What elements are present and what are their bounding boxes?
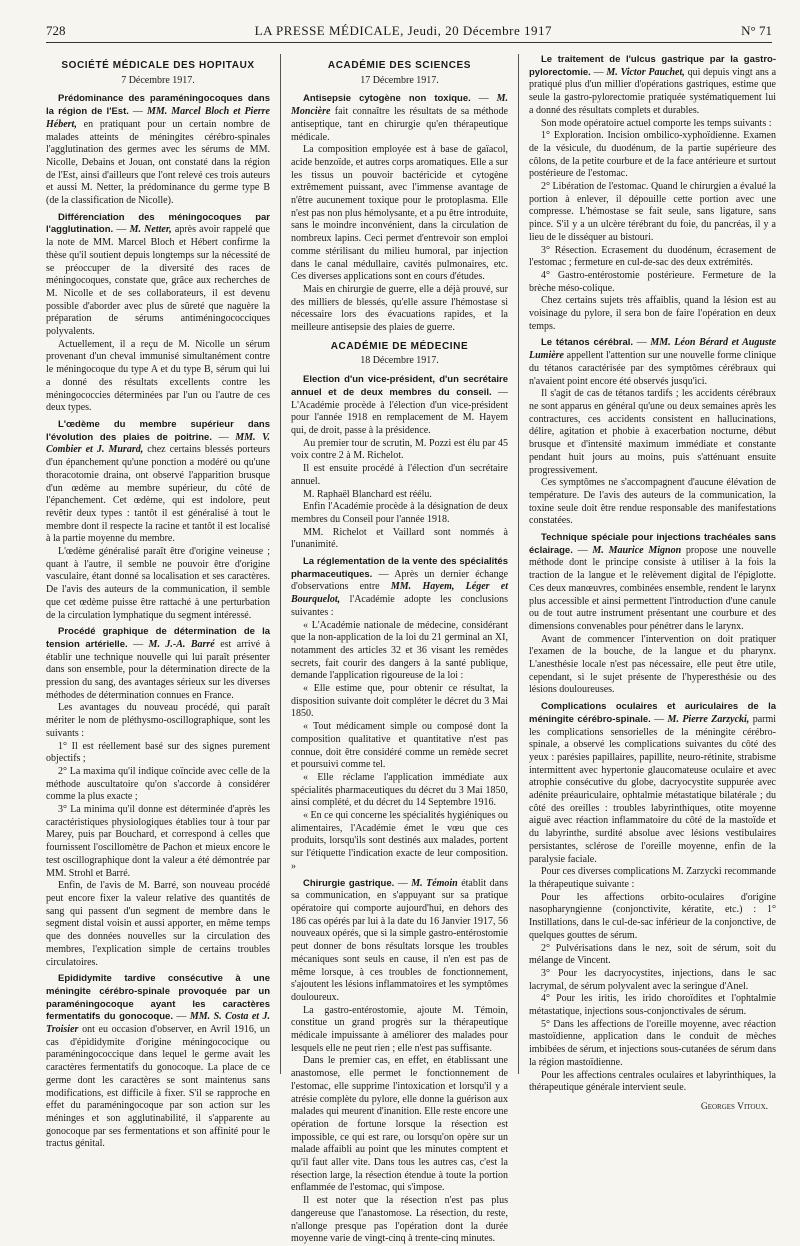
article-text: Pour ces diverses complications M. Zarzycki recommande la thérapeutique suivante :: [529, 866, 776, 890]
article-authors: M. Netter,: [129, 224, 172, 236]
article-title: Election d'un vice-président, d'un secrétaire annuel et de deux membres du conseil.: [291, 374, 508, 398]
article-text: propose une nouvelle méthode dont le principe consiste à utiliser à la fois la traction de la langue et le relèvement digital de l'épiglotte. Ces deux manœuvres, combinées ensemble, rendent le larynx plus accessible et ainsi permettent l'introduction d'une canule ou de tout autre instrument présentant une courbure et des dimensions convenables pour pénétrer dans le larynx.: [529, 544, 777, 632]
article-text: Au premier tour de scrutin, M. Pozzi est élu par 45 voix contre 2 à M. Richelot.: [291, 437, 508, 462]
article-text: Il s'agit de cas de tétanos tardifs ; les accidents cérébraux ne sont apparus en général qu'une ou deux semaines après les contractures, ces accidents consistent en hallucinations, délire, agitation et phobie à exacerbation nocturne, début brusque et d'intensité maximum immédiate et constante pendant huit jours au moins, puis s'atténuant ensuite progressivement.: [529, 388, 776, 476]
article-text: parmi les complications sensorielles de la méningite cérébro-spinale, a observé les complications suivantes du côté des yeux : parésies papillaires, papillite, neuro-rétinite, strabisme intermittent avec hypertonie glaucomateuse oculaire et avec atrophie consécutive du globe, dacryocystite suppurée avec adénite préauriculaire, ophtalmie métastatique bilatérale ; du côté des oreilles : troubles labyrinthiques, otite moyenne aiguë avec réaction inflammatoire du côté de la mastoïde et du labyrinthe, surdité absolue avec lésions vestibulaires persistantes, sclérose de l'oreille moyenne, enfin de la paralysie faciale.: [529, 713, 777, 865]
article: Le traitement de l'ulcus gastrique par la gastro-pylorectomie. — M. Victor Pauchet, qui depuis vingt ans a pratiqué plus d'un millier d'opérations gastriques, estime que seule la gastro-pylorectomie pratiquée systématiquement lui a donné des résultats complets et durables. Son mode opératoire actuel comporte les temps suivants : 1° Exploration. Incision ombilico-xyphoïdienne. Examen de la vésicule, du duodénum, de la partie supérieure des côlons, de la petite courbure et de la face antérieure et surtout postérieure de l'estomac. 2° Libération de l'estomac. Quand le chirurgien a évalué la portion à enlever, il dépouille cette portion avec une compresse. L'hémostase se fait seule, sans ligature, sans pince. S'il y a un ulcère térébrant du foie, du pancréas, il y a lieu de le disséquer au bistouri. 3° Résection. Ecrasement du duodénum, écrasement de l'estomac ; fermeture en cul-de-sac des deux extrémités. 4° Gastro-entérostomie postérieure. Fermeture de la brèche méso-colique. Chez certains sujets très affaiblis, quand la lésion est au voisinage du pylore, il sera bon de faire l'opération en deux temps.: [529, 54, 777, 332]
article-text: établit dans sa communication, en s'appuyant sur sa pratique opératoire qui comporte aujourd'hui, en dehors des 186 cas opérés par lui à la date du 16 Janvier 1917, 56 nouveaux opérés, que si la simple gastro-entérostomie peut donner de bons résultats lorsque les troubles mécaniques sont seuls en cause, il n'en est pas de même lorsque, à ces troubles de fonctionnement, s'ajoutent les lésions inflammatoires et les symptômes douloureux.: [291, 877, 509, 1003]
article-title: Le traitement de l'ulcus gastrique par la gastro-pylorectomie.: [529, 54, 776, 78]
section-date: 18 Décembre 1917.: [360, 355, 439, 367]
article-authors: M. J.-A. Barré: [148, 638, 215, 650]
article: Complications oculaires et auriculaires de la méningite cérébro-spinale. — M. Pierre Zarzycki, parmi les complications sensorielles de la méningite cérébro-spinale, a observé les complications suivantes du côté des yeux : parésies papillaires, papillite, neuro-rétinite, strabisme intermittent avec hypertonie glaucomateuse oculaire et avec atrophie consécutive du globe, dacryocystite suppurée avec adénite préauriculaire, ophtalmie métastatique bilatérale ; du côté des oreilles : troubles labyrinthiques, otite moyenne aiguë avec réaction inflammatoire du côté de la mastoïde et du labyrinthe, surdité absolue avec lésions vestibulaires persistantes, sclérose de l'oreille moyenne, enfin de la paralysie faciale. Pour ces diverses complications M. Zarzycki recommande la thérapeutique suivante : Pour les affections orbito-oculaires d'origine nasopharyngienne (conjonctivite, kératite, etc.) : 1° Instillations, dans le cul-de-sac inférieur de la conjonctive, de quelques gouttes de sérum. 2° Pulvérisations dans le nez, soit de sérum, soit du mélange de Vincent. 3° Pour les dacryocystites, injections, dans le sac lacrymal, de sérum polyvalent avec la seringue d'Anel. 4° Pour les iritis, les irido choroïdites et l'ophtalmie métastatique, injections sous-conjonctivales de sérum. 5° Dans les affections de l'oreille moyenne, avec réaction mastoïdienne, application dans le conduit de mèches imbibées de sérum, et injections sous-cutanées de sérum dans la région mastoïdienne. Pour les affections centrales oculaires et labyrinthiques, la thérapeutique générale intervient seule. Georges Vitoux.: [529, 701, 777, 1112]
article-text: Mais en chirurgie de guerre, elle a déjà prouvé, sur des milliers de blessés, qu'elle assure l'hémostase si nécessaire lors des évacuations rapides, et la meilleure antisepsie des plaies de guerre.: [291, 283, 508, 334]
running-header: [46, 20, 772, 43]
article-text: Il est noter que la résection n'est pas plus dangereuse que l'anastomose. La résection, du reste, n'allonge presque pas l'opération dont la durée moyenne varie de vingt-cinq à trente-cinq minutes.: [291, 1195, 508, 1245]
article-text: chez certains blessés porteurs d'un épanchement qu'une ponction a modéré ou qu'une thoracotomie draina, ont observé l'apparition brusque d'un œdème au membre supérieur, du côté de l'épanchement. Cet œdème, qui est indolore, peut revêtir deux types : tantôt il est généralisé à tout le membre dont il respecte la racine et tantôt il est localisé à la partie moyenne du membre.: [46, 444, 271, 545]
article-text: Dans le premier cas, en effet, en établissant une anastomose, elle permet le fonctionnement de l'estomac, elle supprime l'intoxication et lorsqu'il y a atrésie complète du pylore, elle donne la guérison aux malades qui meurent d'inanition. Elle reste encore une opération de fortune lorsque la résection est impossible, ce qui est rare, ou lorsqu'on opère sur un malade affaibli au point que les minutes comptent et qu'il faut aller vite. Dans tous les autres cas, c'est la résection large, la résection étendue à toute la portion enflammée de l'estomac, qui s'impose.: [291, 1055, 508, 1194]
quote: « Tout médicament simple ou composé dont la composition qualitative et quantitative n'est pas connue, doit être considéré comme un remède secret et poursuivi comme tel.: [291, 721, 508, 771]
issue-number: N° 71: [741, 23, 772, 38]
article-authors: MM. S. Costa et J. Troisier: [46, 1011, 270, 1036]
article-text: est arrivé à établir une technique nouvelle qui lui paraît présenter dans son ensemble, pour la détermination directe de la pression du sang, des avantages sérieux sur les diverses méthodes de détermination connues en France.: [46, 638, 270, 701]
article-text: Il est ensuite procédé à l'élection d'un secrétaire annuel.: [291, 463, 508, 487]
article-text: l'Académie adopte les conclusions suivantes :: [291, 594, 509, 618]
article: Epididymite tardive consécutive à une méningite cérébro-spinale provoquée par un paraméningocoque ayant les caractères fermentatifs du gonocoque. — MM. S. Costa et J. Troisier ont eu occasion d'observer, en Avril 1916, un cas d'épididymite d'origine méningococique ou paraméningococcique dans lequel le germe avait les caractères fermentatifs du gonocoque. La place de ce germe dont les caractères se sont maintenus sans modifications, est difficile à fixer. S'il se rapproche en effet du paraméningocoque par son action sur les méninges et son agglutinabilité, il s'apparente au gonocoque par ses fermentations et son affinité pour le tractus génital.: [46, 973, 270, 1150]
column-2: [280, 54, 518, 1245]
article-text: Actuellement, il a reçu de M. Nicolle un sérum provenant d'un cheval immunisé simultanément contre le méningocoque du type A et du type B, sérum qui lui a donné des résultats excellents contre les méningococcies déterminées par l'un ou l'autre de ces deux types.: [46, 338, 270, 414]
article-text: qui depuis vingt ans a pratiqué plus d'un millier d'opérations gastriques, estime que seule la gastro-pylorectomie pratiquée systématiquement lui a donné des résultats complets et durables.: [529, 66, 777, 116]
journal-title: [255, 23, 552, 39]
article-authors: M. Pierre Zarzycki,: [667, 713, 750, 725]
article-text: après avoir rappelé que la note de MM. Marcel Bloch et Hébert confirme la thèse qu'il soutient depuis longtemps sur la nécessité de se préoccuper de la diversité des races de méningocoques, constate que, grâce aux recherches de M. Nicolle et de ses collaborateurs, il est devenu possible d'aborder avec plus de sûreté que naguère la préparation de sérums antiméningococciques polyvalents.: [46, 224, 270, 338]
article-title: Epididymite tardive consécutive à une méningite cérébro-spinale provoquée par un paraméningocoque ayant les caractères fermentatifs du gonocoque.: [46, 973, 270, 1023]
quote: « L'Académie nationale de médecine, considérant que la non-application de la loi du 21 germinal an XI, notamment des articles 32 et 36 visant les remèdes secrets, fait courir des dangers à la santé publique, demande l'application rigoureuse de la loi :: [291, 619, 508, 682]
article-authors: M. Moncière: [291, 93, 509, 118]
signature: Georges Vitoux.: [700, 1101, 768, 1112]
article-title: Le tétanos cérébral.: [541, 337, 634, 349]
article-text: M. Raphaël Blanchard est réélu.: [303, 488, 432, 500]
article-authors: MM. Léon Bérard et Auguste Lumière: [529, 337, 777, 362]
article: Prédominance des paraméningocoques dans la région de l'Est. — MM. Marcel Bloch et Pierre Hébert, en pratiquant pour un certain nombre de malades atteints de méningites cérébro-spinales l'agglutination des germes avec les sérums de MM. Nicolle, Debains et Jouan, ont constaté dans la région de l'Est, ainsi d'ailleurs que l'ont relevé ces trois auteurs et aussi M. Netter, la prédominance du germe type B (de la classification de Nicolle).: [46, 93, 271, 207]
list-item: 2° Libération de l'estomac. Quand le chirurgien a évalué la portion à enlever, il dépouille cette portion avec une compresse. L'hémostase se fait seule, sans ligature, sans pince. S'il y a un ulcère térébrant du foie, du pancréas, il y a lieu de le disséquer au bistouri.: [529, 181, 776, 243]
article-text: La gastro-entérostomie, ajoute M. Témoin, constitue un grand progrès sur la thérapeutique médicale impuissante à améliorer des malades pour lesquels elle ne peut rien ; elle n'est pas suffisante.: [291, 1004, 508, 1054]
article: Différenciation des méningocoques par l'agglutination. — M. Netter, après avoir rappelé que la note de MM. Marcel Bloch et Hébert confirme la thèse qu'il soutient depuis longtemps sur la nécessité de se préoccuper de la diversité des races de méningocoques, constate que, grâce aux recherches de M. Nicolle et de ses collaborateurs, il est devenu possible d'aborder avec plus de sûreté que naguère la préparation de sérums antiméningococciques polyvalents. Actuellement, il a reçu de M. Nicolle un sérum provenant d'un cheval immunisé simultanément contre le méningocoque du type A et du type B, sérum qui lui a donné des résultats excellents contre les méningococcies déterminées par l'un ou l'autre de ces deux types.: [46, 211, 270, 414]
list-item: 3° Pour les dacryocystites, injections, dans le sac lacrymal, de sérum polyvalent avec la seringue d'Anel.: [529, 967, 776, 992]
section-date: 17 Décembre 1917.: [360, 74, 439, 86]
section-title: ACADÉMIE DE MÉDECINE: [330, 340, 469, 352]
article-text: en pratiquant pour un certain nombre de malades atteints de méningites cérébro-spinales l'agglutination des germes avec les sérums de MM. Nicolle, Debains et Jouan, ont constaté dans la région de l'Est, ainsi d'ailleurs que l'ont relevé ces trois auteurs et aussi M. Netter, la prédominance du germe type B (de la classification de Nicolle).: [46, 118, 271, 207]
article-text: La composition employée est à base de gaïacol, acide benzoïde, et autres corps aromatiques. Elle a sur les tissus un pouvoir bactéricide et cytogène extrêmement puissant, avec l'immense avantage de n'être aucunement toxique pour le protoplasma. Elle n'est pas non plus hémolysante, et a pu être introduite, sans le moindre inconvénient, dans la circulation de nombreux lapins. Ceci permet d'entrevoir son emploi comme stérilisant du milieu humoral, par injection dans le canal médullaire, cavités pulmonaires, etc. Ces diverses applications sont en cours d'études.: [291, 144, 508, 283]
article-text: Avant de commencer l'intervention on doit pratiquer l'examen de la bouche, de la langue et du pharynx. L'anesthésie locale n'est pas nécessaire, elle peut être utile, cependant, si le sujet présente de l'hyperesthésie ou des lésions douloureuses.: [529, 633, 776, 696]
article-title: Technique spéciale pour injections trachéales sans éclairage.: [529, 532, 776, 556]
list-item: Pour les affections orbito-oculaires d'origine nasopharyngienne (conjonctivite, kératite, etc.) : 1° Instillations, dans le cul-de-sac inférieur de la conjonctive, de quelques gouttes de sérum.: [529, 891, 776, 941]
article-title: Antisepsie cytogène non toxique.: [303, 93, 471, 105]
article-title: Complications oculaires et auriculaires de la méningite cérébro-spinale.: [529, 701, 776, 725]
article-text: Enfin l'Académie procède à la désignation de deux membres du Conseil pour l'année 1918.: [291, 501, 508, 525]
issue-date: Jeudi, 20 Décembre 1917: [407, 23, 553, 38]
list-item: 1° Il est réellement basé sur des signes purement objectifs ;: [46, 740, 270, 765]
list-item: 3° Résection. Ecrasement du duodénum, écrasement de l'estomac ; fermeture en cul-de-sac des deux extrémités.: [529, 244, 776, 269]
article-title: Prédominance des paraméningocoques dans la région de l'Est.: [46, 93, 270, 118]
list-item: 4° Pour les iritis, les irido choroïdites et l'ophtalmie métastatique, injections sous-conjonctivales de sérum.: [529, 993, 776, 1018]
article-title: L'œdème du membre supérieur dans l'évolution des plaies de poitrine.: [46, 418, 270, 443]
article-text: appellent l'attention sur une nouvelle forme clinique du tétanos caractérisée par des symptômes cérébraux qui n'avaient point encore été observés jusqu'ici.: [529, 350, 776, 387]
article-title: Chirurgie gastrique.: [303, 877, 395, 889]
article-text: Son mode opératoire actuel comporte les temps suivants :: [541, 117, 772, 129]
journal-name: LA PRESSE MÉDICALE,: [254, 23, 404, 38]
quote: « Elle réclame l'application immédiate aux spécialités pharmaceutiques du décret du 3 Mai 1850, ainsi complété, et du décret du 14 Septembre 1916.: [291, 771, 508, 809]
article: Antisepsie cytogène non toxique. — M. Moncière fait connaître les résultats de sa méthode antiseptique, tant en chirurgie qu'en thérapeutique médicale. La composition employée est à base de gaïacol, acide benzoïde, et autres corps aromatiques. Elle a sur les tissus un pouvoir bactéricide et cytogène extrêmement puissant, avec l'immense avantage de n'être aucunement toxique pour le protoplasma. Elle n'est pas non plus hémolysante, et a pu être introduite, sans le moindre inconvénient, dans la circulation de nombreux lapins. Ceci permet d'entrevoir son emploi comme stérilisant du milieu humoral, par injection dans le canal médullaire, cavités pulmonaires, etc. Ces diverses applications sont en cours d'études. Mais en chirurgie de guerre, elle a déjà prouvé, sur des milliers de blessés, qu'elle assure l'hémostase si nécessaire lors des évacuations rapides, et la meilleure antisepsie des plaies de guerre.: [291, 93, 509, 334]
column-3: [518, 54, 777, 1112]
article: Election d'un vice-président, d'un secrétaire annuel et de deux membres du conseil. — L'Académie procède à l'élection d'un vice-président pour l'année 1918 en remplacement de M. Hayem qui, de droit, passe à la présidence. Au premier tour de scrutin, M. Pozzi est élu par 45 voix contre 2 à M. Richelot. Il est ensuite procédé à l'élection d'un secrétaire annuel. M. Raphaël Blanchard est réélu. Enfin l'Académie procède à la désignation de deux membres du Conseil pour l'année 1918. MM. Richelot et Vaillard sont nommés à l'unanimité.: [291, 374, 508, 551]
article-authors: M. Maurice Mignon: [592, 544, 682, 556]
article-lead: Après un dernier échange d'observations entre: [291, 568, 509, 593]
article-text: Chez certains sujets très affaiblis, quand la lésion est au voisinage du pylore, il sera bon de faire l'opération en deux temps.: [529, 295, 776, 332]
page-number: 728: [46, 23, 66, 38]
article-text: Les avantages du nouveau procédé, qui paraît mériter le nom de pléthysmo-oscillographique, sont les suivants :: [46, 702, 270, 739]
section-title: ACADÉMIE DES SCIENCES: [327, 60, 472, 71]
quote: « En ce qui concerne les spécialités hygiéniques ou alimentaires, l'Académie émet le vœu que ces produits, lorsqu'ils sont destinés aux malades, portent sur l'étiquette l'indication exacte de leur composition. »: [291, 810, 508, 872]
article-authors: MM. V. Combier et J. Murard,: [46, 431, 270, 456]
article-authors: MM. Hayem, Léger et Bourquelot,: [291, 581, 509, 606]
list-item: 2° Pulvérisations dans le nez, soit de sérum, soit du mélange de Vincent.: [529, 942, 776, 967]
article-text: L'Académie procède à l'élection d'un vice-président pour l'année 1918 en remplacement de M. Hayem qui, de droit, passe à la présidence.: [291, 399, 508, 436]
article: Technique spéciale pour injections trachéales sans éclairage. — M. Maurice Mignon propose une nouvelle méthode dont le principe consiste à utiliser à la fois la traction de la langue et le relèvement digital de l'épiglotte. Ces deux manœuvres, combinées ensemble, rendent le larynx plus accessible et ainsi permettent l'introduction d'une canule ou de tout autre instrument présentant une courbure et des dimensions convenables pour pénétrer dans le larynx. Avant de commencer l'intervention on doit pratiquer l'examen de la bouche, de la langue et du pharynx. L'anesthésie locale n'est pas nécessaire, elle peut être utile, cependant, si le sujet présente de l'hyperesthésie ou des lésions douloureuses.: [529, 532, 777, 696]
article-text: MM. Richelot et Vaillard sont nommés à l'unanimité.: [291, 526, 508, 551]
article-text: ont eu occasion d'observer, en Avril 1916, un cas d'épididymite d'origine méningococique ou paraméningococcique dans lequel le germe avait les caractères fermentatifs du gonocoque. La place de ce germe dont les caractères se sont maintenus sans modifications, est difficile à fixer. S'il se rapproche en effet du paraméningocoque par son action sur les méninges et son agglutinabilité, il s'apparente au gonocoque par ses fermentations et son affinité pour le tractus génital.: [46, 1024, 270, 1150]
column-1: [46, 54, 280, 1150]
article-authors: M. Victor Pauchet,: [606, 66, 685, 78]
article-authors: M. Témoin: [411, 877, 458, 889]
list-item: 3° La minima qu'il donne est déterminée d'après les caractéristiques physiologiques établies tour à tour par Marey, puis par Bouchard, et correspond à celles que fournissent l'oscillomètre de Pachon et mieux encore le test oscillographique dont la valeur a été démontrée par MM. Strohl et Barré.: [46, 804, 270, 879]
article-authors: MM. Marcel Bloch et Pierre Hébert,: [46, 106, 270, 130]
article-title: La réglementation de la vente des spécialités pharmaceutiques.: [291, 556, 508, 580]
section-date: 7 Décembre 1917.: [121, 74, 195, 86]
article: Le tétanos cérébral. — MM. Léon Bérard et Auguste Lumière appellent l'attention sur une nouvelle forme clinique du tétanos caractérisée par des symptômes cérébraux qui n'avaient point encore été observés jusqu'ici. Il s'agit de cas de tétanos tardifs ; les accidents cérébraux ne sont apparus en général qu'une ou deux semaines après les contractures, ces accidents consistent en hallucinations, délire, agitation et phobie à exacerbation nocturne, début brusque et d'intensité maximum immédiate et constante pendant huit jours au moins, puis s'atténuant ensuite progressivement. Ces symptômes ne s'accompagnent d'aucune élévation de température. De l'avis des auteurs de la communication, la toxine seule doit être rendue responsable des manifestations constatées.: [529, 337, 777, 527]
list-item: 1° Exploration. Incision ombilico-xyphoïdienne. Examen de la vésicule, du duodénum, de la partie supérieure des côlons, de la petite courbure et de la face antérieure et surtout postérieure de l'estomac.: [529, 130, 776, 180]
article-text: Ces symptômes ne s'accompagnent d'aucune élévation de température. De l'avis des auteurs de la communication, la toxine seule doit être rendue responsable des manifestations constatées.: [529, 477, 776, 527]
article-title: Différenciation des méningocoques par l'agglutination.: [46, 211, 270, 236]
quote: « Elle estime que, pour obtenir ce résultat, la disposition suivante doit compléter le décret du 3 Mai 1850.: [291, 683, 508, 720]
section-title: SOCIÉTÉ MÉDICALE DES HOPITAUX: [61, 60, 255, 71]
article-text: Enfin, de l'avis de M. Barré, son nouveau procédé peut encore fixer la valeur relative des quantités de sang qui passent d'un segment de membre dans le segment distal voisin et aussi apporter, en même temps que des données nouvelles sur la circulation des membres, l'explication simple de certains troubles circulatoires.: [46, 880, 270, 968]
article-text: L'œdème généralisé paraît être d'origine veineuse ; quant à l'autre, il semble ne pouvoir être d'origine vasculaire, étant donné sa localisation et ses caractères. De l'avis des auteurs de la communication, il semble que cet œdème puisse être rattaché à une perturbation de la circulation lymphatique du segment intéressé.: [46, 546, 270, 621]
article-text: Pour les affections centrales oculaires et labyrinthiques, la thérapeutique générale intervient seule.: [529, 1069, 776, 1094]
article-text: fait connaître les résultats de sa méthode antiseptique, tant en chirurgie qu'en thérapeutique médicale.: [291, 106, 508, 143]
article: Procédé graphique de détermination de la tension artérielle. — M. J.-A. Barré est arrivé à établir une technique nouvelle qui lui paraît présenter dans son ensemble, pour la détermination directe de la pression du sang, des avantages sérieux sur les diverses méthodes de détermination connues en France. Les avantages du nouveau procédé, qui paraît mériter le nom de pléthysmo-oscillographique, sont les suivants : 1° Il est réellement basé sur des signes purement objectifs ; 2° La maxima qu'il indique coïncide avec celle de la méthode auscultatoire qu'on s'accorde à considérer comme la plus exacte ; 3° La minima qu'il donne est déterminée d'après les caractéristiques physiologiques établies tour à tour par Marey, puis par Bouchard, et correspond à celles que fournissent l'oscillomètre de Pachon et mieux encore le test oscillographique dont la valeur a été démontrée par MM. Strohl et Barré. Enfin, de l'avis de M. Barré, son nouveau procédé peut encore fixer la valeur relative des quantités de sang qui passent d'un segment de membre dans le segment distal voisin et aussi apporter, en même temps que des données nouvelles sur la circulation des membres, l'explication simple de certains troubles circulatoires.: [46, 626, 270, 968]
article: Chirurgie gastrique. — M. Témoin établit dans sa communication, en s'appuyant sur sa pratique opératoire qui comporte aujourd'hui, en dehors des 186 cas opérés par lui à la date du 16 Janvier 1917, 56 nouveaux opérés, que si la simple gastro-entérostomie peut donner de bons résultats lorsque les troubles mécaniques sont seuls en cause, il n'en est pas de même lorsque, à ces troubles de fonctionnement, s'ajoutent les lésions inflammatoires et les symptômes douloureux. La gastro-entérostomie, ajoute M. Témoin, constitue un grand progrès sur la thérapeutique médicale impuissante à améliorer des malades pour lesquels elle ne peut rien ; elle n'est pas suffisante. Dans le premier cas, en effet, en établissant une anastomose, elle permet le fonctionnement de l'estomac, elle supprime l'intoxication et lorsqu'il y a atrésie complète du pylore, elle donne la guérison aux malades qui meurent d'inanition. Elle reste encore une opération de fortune lorsque la résection est impossible, ce qui est rare, ou lorsqu'on opère sur un malade affaibli au point que les minutes comptent et qu'il faut aller vite. Dans tous les autres cas, c'est la résection large, la résection étendue à toute la portion enflammée de l'estomac, qui s'impose. Il est noter que la résection n'est pas plus dangereuse que l'anastomose. La résection, du reste, n'allonge presque pas l'opération dont la durée moyenne varie de vingt-cinq à trente-cinq minutes.: [291, 877, 509, 1245]
article: La réglementation de la vente des spécialités pharmaceutiques. — Après un dernier échange d'observations entre MM. Hayem, Léger et Bourquelot, l'Académie adopte les conclusions suivantes : « L'Académie nationale de médecine, considérant que la non-application de la loi du 21 germinal an XI, notamment des articles 32 et 36 visant les remèdes secrets, fait courir des dangers à la santé publique, demande l'application rigoureuse de la loi : « Elle estime que, pour obtenir ce résultat, la disposition suivante doit compléter le décret du 3 Mai 1850. « Tout médicament simple ou composé dont la composition qualitative et quantitative n'est pas connue, doit être considéré comme un remède secret et poursuivi comme tel. « Elle réclame l'application immédiate aux spécialités pharmaceutiques du décret du 3 Mai 1850, ainsi complété, et du décret du 14 Septembre 1916. « En ce qui concerne les spécialités hygiéniques ou alimentaires, l'Académie émet le vœu que ces produits, lorsqu'ils sont destinés aux malades, portent sur l'étiquette l'indication exacte de leur composition. »: [291, 556, 509, 872]
article-title: Procédé graphique de détermination de la tension artérielle.: [46, 626, 270, 650]
list-item: 5° Dans les affections de l'oreille moyenne, avec réaction mastoïdienne, application dans le conduit de mèches imbibées de sérum, et injections sous-cutanées de sérum dans la région mastoïdienne.: [529, 1018, 776, 1068]
list-item: 2° La maxima qu'il indique coïncide avec celle de la méthode auscultatoire qu'on s'accorde à considérer comme la plus exacte ;: [46, 765, 270, 803]
article: L'œdème du membre supérieur dans l'évolution des plaies de poitrine. — MM. V. Combier et J. Murard, chez certains blessés porteurs d'un épanchement qu'une ponction a modéré ou qu'une thoracotomie draina, ont observé l'apparition brusque d'un œdème au membre supérieur, du côté de l'épanchement. Cet œdème, qui est indolore, peut revêtir deux types : tantôt il est généralisé à tout le membre dont il respecte la racine et tantôt il est localisé à la partie moyenne du membre. L'œdème généralisé paraît être d'origine veineuse ; quant à l'autre, il semble ne pouvoir être d'origine vasculaire, étant donné sa localisation et ses caractères. De l'avis des auteurs de la communication, il semble que cet œdème puisse être rattaché à une perturbation de la circulation lymphatique du segment intéressé.: [46, 418, 271, 621]
list-item: 4° Gastro-entérostomie postérieure. Fermeture de la brèche méso-colique.: [529, 269, 776, 294]
